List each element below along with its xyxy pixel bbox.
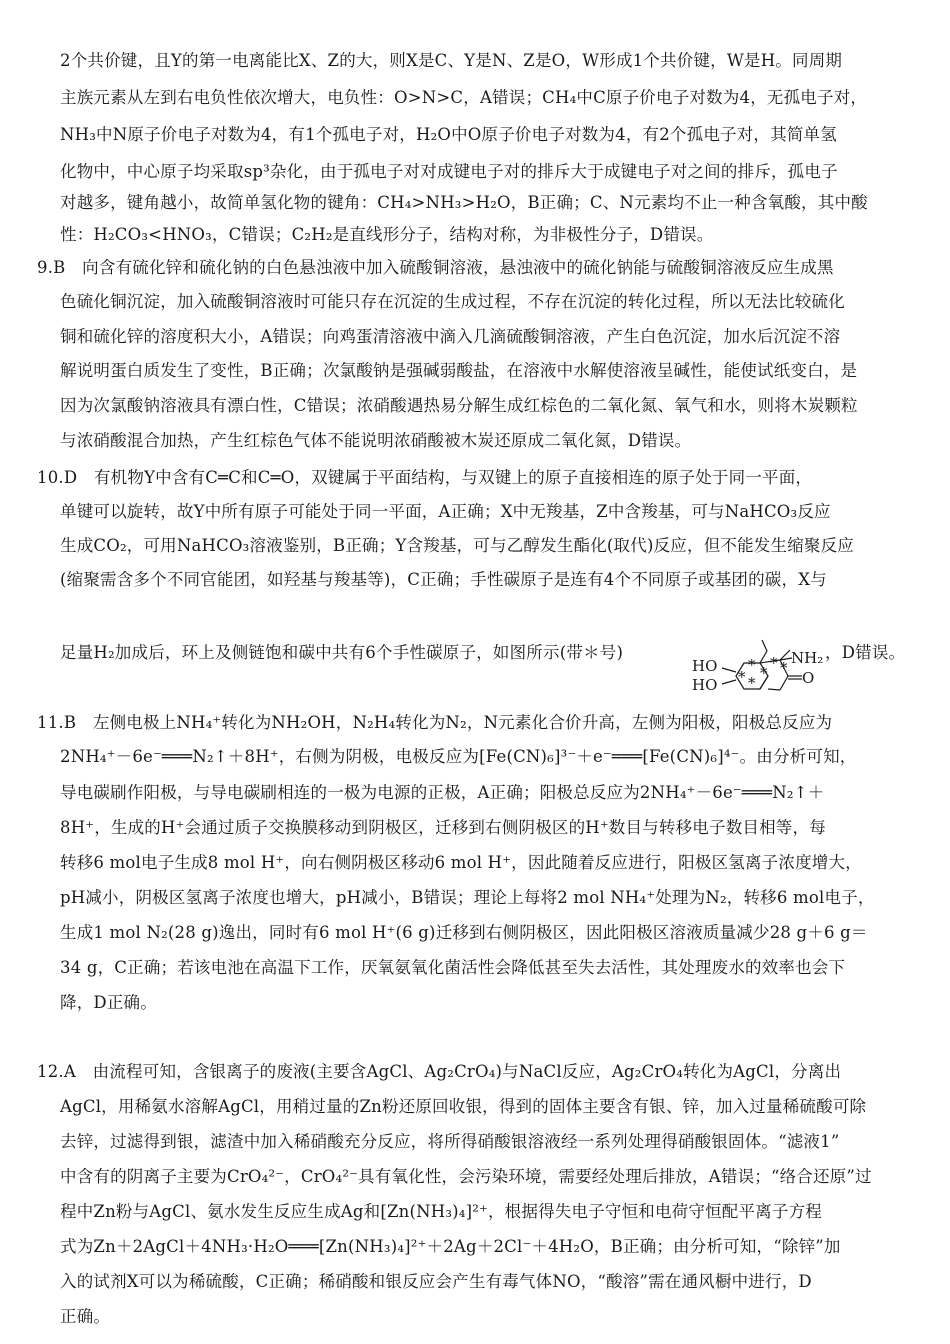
text-line: 中含有的阴离子主要为CrO₄²⁻，CrO₄²⁻具有氧化性，会污染环境，需要经处理后排放，A错误；“络合还原”过 — [60, 1167, 872, 1186]
text-line: 降，D正确。 — [60, 993, 157, 1012]
text-line: NH₃中N原子价电子对数为4，有1个孤电子对，H₂O中O原子价电子对数为4，有2个孤电子对，其简单氢 — [60, 125, 837, 144]
text-line: 转移6 mol电子生成8 mol H⁺，向右侧阴极区移动6 mol H⁺，因此随着反应进行，阳极区氢离子浓度增大， — [60, 853, 862, 872]
text-line: 生成CO₂，可用NaHCO₃溶液鉴别，B正确；Y含羧基，可与乙醇发生酯化(取代)反应，但不能发生缩聚反应 — [60, 536, 854, 555]
text-line: 生成1 mol N₂(28 g)逸出，同时有6 mol H⁺(6 g)迁移到右侧阴极区，因此阳极区溶液质量减少28 g＋6 g＝ — [60, 923, 868, 942]
chiral-mark: * — [770, 654, 778, 672]
text-line: 铜和硫化锌的溶度积大小，A错误；向鸡蛋清溶液中滴入几滴硫酸铜溶液，产生白色沉淀，加水后沉淀不溶 — [60, 327, 841, 346]
text-line: 对越多，键角越小，故简单氢化物的键角：CH₄>NH₃>H₂O，B正确；C、N元素均不止一种含氧酸，其中酸 — [60, 193, 868, 212]
chiral-mark: * — [748, 656, 756, 674]
text-line: 解说明蛋白质发生了变性，B正确；次氯酸钠是强碱弱酸盐，在溶液中水解使溶液呈碱性，能使试纸变白，是 — [60, 361, 858, 380]
text-line: 10.D 有机物Y中含有C═C和C═O，双键属于平面结构，与双键上的原子直接相连的原子处于同一平面， — [37, 468, 813, 487]
chiral-mark: * — [780, 659, 788, 677]
text-line: 12.A 由流程可知，含银离子的废液(主要含AgCl、Ag₂CrO₄)与NaCl反应，Ag₂CrO₄转化为AgCl，分离出 — [37, 1062, 842, 1081]
o-label: O — [802, 669, 815, 687]
text-line: 式为Zn＋2AgCl＋4NH₃·H₂O═══[Zn(NH₃)₄]²⁺＋2Ag＋2Cl⁻＋4H₂O，B正确；由分析可知，“除锌”加 — [60, 1237, 841, 1256]
nh2-label: NH₂ — [791, 649, 824, 667]
text-line: 程中Zn粉与AgCl、氨水发生反应生成Ag和[Zn(NH₃)₄]²⁺，根据得失电子守恒和电荷守恒配平离子方程 — [60, 1202, 822, 1221]
text-line: 性：H₂CO₃<HNO₃，C错误；C₂H₂是直线形分子，结构对称，为非极性分子，D错误。 — [60, 225, 714, 244]
text-line: 11.B 左侧电极上NH₄⁺转化为NH₂OH，N₂H₄转化为N₂，N元素化合价升高，左侧为阳极，阳极总反应为 — [37, 713, 833, 732]
text-line: 正确。 — [60, 1307, 111, 1326]
text-line: AgCl，用稀氨水溶解AgCl，用稍过量的Zn粉还原回收银，得到的固体主要含有银、锌，加入过量稀硫酸可除 — [60, 1097, 867, 1116]
text-line: 单键可以旋转，故Y中所有原子可能处于同一平面，A正确；X中无羧基，Z中含羧基，可与NaHCO₃反应 — [60, 502, 831, 521]
text-line: 主族元素从左到右电负性依次增大，电负性：O>N>C，A错误；CH₄中C原子价电子对数为4，无孤电子对， — [60, 88, 868, 107]
ho-label: HO — [692, 657, 718, 675]
text-line: 化物中，中心原子均采取sp³杂化，由于孤电子对对成键电子对的排斥大于成键电子对之间的排斥，孤电子 — [60, 162, 838, 181]
text-line: 9.B 向含有硫化锌和硫化钠的白色悬浊液中加入硫酸铜溶液，悬浊液中的硫化钠能与硫酸铜溶液反应生成黑 — [37, 258, 834, 277]
text-line: 与浓硝酸混合加热，产生红棕色气体不能说明浓硝酸被木炭还原成二氧化氮，D错误。 — [60, 431, 692, 450]
chiral-mark: * — [760, 664, 768, 682]
text-line: (缩聚需含多个不同官能团，如羟基与羧基等)，C正确；手性碳原子是连有4个不同原子或基团的碳，X与 — [60, 570, 827, 589]
text-line: pH减小，阴极区氢离子浓度也增大，pH减小，B错误；理论上每将2 mol NH₄⁺处理为N₂，转移6 mol电子， — [60, 888, 875, 907]
text-line: 去锌，过滤得到银，滤渣中加入稀硝酸充分反应，将所得硝酸银溶液经一系列处理得硝酸银固体。“滤液1” — [60, 1132, 840, 1151]
text-line: 34 g，C正确；若该电池在高温下工作，厌氧氨氧化菌活性会降低甚至失去活性，其处理废水的效率也会下 — [60, 958, 846, 977]
text-line: 色硫化铜沉淀，加入硫酸铜溶液时可能只存在沉淀的生成过程，不存在沉淀的转化过程，所以无法比较硫化 — [60, 292, 845, 311]
text-line: 因为次氯酸钠溶液具有漂白性，C错误；浓硝酸遇热易分解生成红棕色的二氧化氮、氧气和水，则将木炭颗粒 — [60, 396, 858, 415]
chiral-mark: * — [738, 668, 746, 686]
chiral-mark: * — [748, 674, 756, 692]
text-line: 入的试剂X可以为稀硫酸，C正确；稀硝酸和银反应会产生有毒气体NO，“酸溶”需在通风橱中进行，D — [60, 1272, 812, 1291]
text-line: 足量H₂加成后，环上及侧链饱和碳中共有6个手性碳原子，如图所示(带＊号) — [60, 643, 624, 662]
text-line: 导电碳刷作阳极，与导电碳刷相连的一极为电源的正极，A正确；阳极总反应为2NH₄⁺－6e⁻═══N₂↑＋ — [60, 783, 825, 802]
text-line: 2个共价键，且Y的第一电离能比X、Z的大，则X是C、Y是N、Z是O，W形成1个共价键，W是H。同周期 — [60, 51, 843, 70]
ho-label: HO — [692, 676, 718, 694]
text-line: 2NH₄⁺－6e⁻═══N₂↑＋8H⁺，右侧为阴极，电极反应为[Fe(CN)₆]³⁻＋e⁻═══[Fe(CN)₆]⁴⁻。由分析可知， — [60, 747, 857, 766]
text-line: ，D错误。 — [825, 643, 906, 662]
text-line: 8H⁺，生成的H⁺会通过质子交换膜移动到阴极区，迁移到右侧阴极区的H⁺数目与转移电子数目相等，每 — [60, 818, 826, 837]
